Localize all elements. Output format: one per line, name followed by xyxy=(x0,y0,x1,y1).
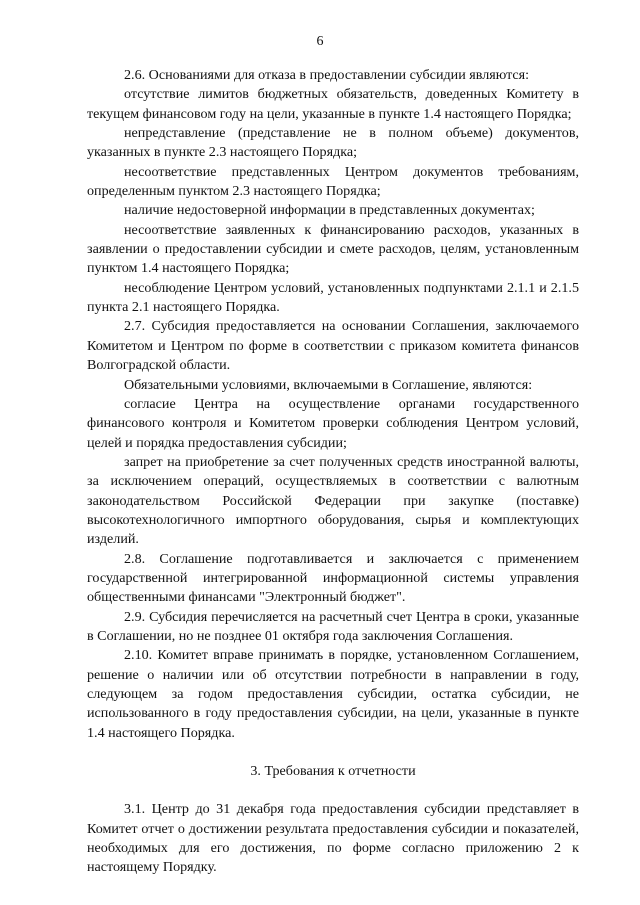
paragraph-2-10: 2.10. Комитет вправе принимать в порядке, установленном Соглашением, решение о наличии или об отсутствии потребности в направлении в году, следующем за годом предоставления субсидии, остатка субсидии, не использованного в году предоставления субсидии, на цели, указанные в пункте 1.4 настоящего Порядка. xyxy=(87,647,579,741)
paragraph-item: несоответствие заявленных к финансированию расходов, указанных в заявлении о предоставлении субсидии и смете расходов, целям, установленным пунктом 1.4 настоящего Порядка; xyxy=(87,221,579,277)
paragraph-item: непредставление (представление не в полном объеме) документов, указанных в пункте 2.3 настоящего Порядка; xyxy=(87,125,579,161)
paragraph-item: Обязательными условиями, включаемыми в Соглашение, являются: xyxy=(124,376,533,393)
paragraph-item: запрет на приобретение за счет полученных средств иностранной валюты, за исключением операций, осуществляемых в соответствии с валютным законодательством Российской Федерации при закупке (поставке) высокотехнологичного импортного оборудования, сырья и комплектующих изделий. xyxy=(87,453,579,548)
paragraph-3-1: 3.1. Центр до 31 декабря года предоставления субсидии представляет в Комитет отчет о достижении результата предоставления субсидии и показателей, необходимых для его достижения, по форме согласно приложению 2 к настоящему Порядку. xyxy=(87,801,579,876)
paragraph-2-8: 2.8. Соглашение подготавливается и заключается с применением государственной интегрированной информационной системы управления общественными финансами "Электронный бюджет". xyxy=(87,550,579,606)
paragraph-item: несоответствие представленных Центром документов требованиям, определенным пунктом 2.3 настоящего Порядка; xyxy=(87,163,579,200)
page-number: 6 xyxy=(316,34,324,49)
paragraph-item: согласие Центра на осуществление органами государственного финансового контроля и Комитетом проверки соблюдения Центром условий, целей и порядка предоставления субсидии; xyxy=(87,395,579,451)
section-title: 3. Требования к отчетности xyxy=(250,763,416,780)
document-body xyxy=(87,66,579,878)
paragraph-item: несоблюдение Центром условий, установленных подпунктами 2.1.1 и 2.1.5 пункта 2.1 настоящего Порядка. xyxy=(87,279,579,316)
paragraph-item: отсутствие лимитов бюджетных обязательств, доведенных Комитету в текущем финансовом году на цели, указанные в пункте 1.4 настоящего Порядка; xyxy=(87,86,579,122)
paragraph-2-6: 2.6. Основаниями для отказа в предоставлении субсидии являются: xyxy=(124,67,530,83)
paragraph-2-9: 2.9. Субсидия перечисляется на расчетный счет Центра в сроки, указанные в Соглашении, но не позднее 01 октября года заключения Соглашения. xyxy=(87,608,579,644)
paragraph-item: наличие недостоверной информации в представленных документах; xyxy=(124,202,535,219)
paragraph-2-7: 2.7. Субсидия предоставляется на основании Соглашения, заключаемого Комитетом и Центром по форме в соответствии с приказом комитета финансов Волгоградской области. xyxy=(87,318,579,374)
